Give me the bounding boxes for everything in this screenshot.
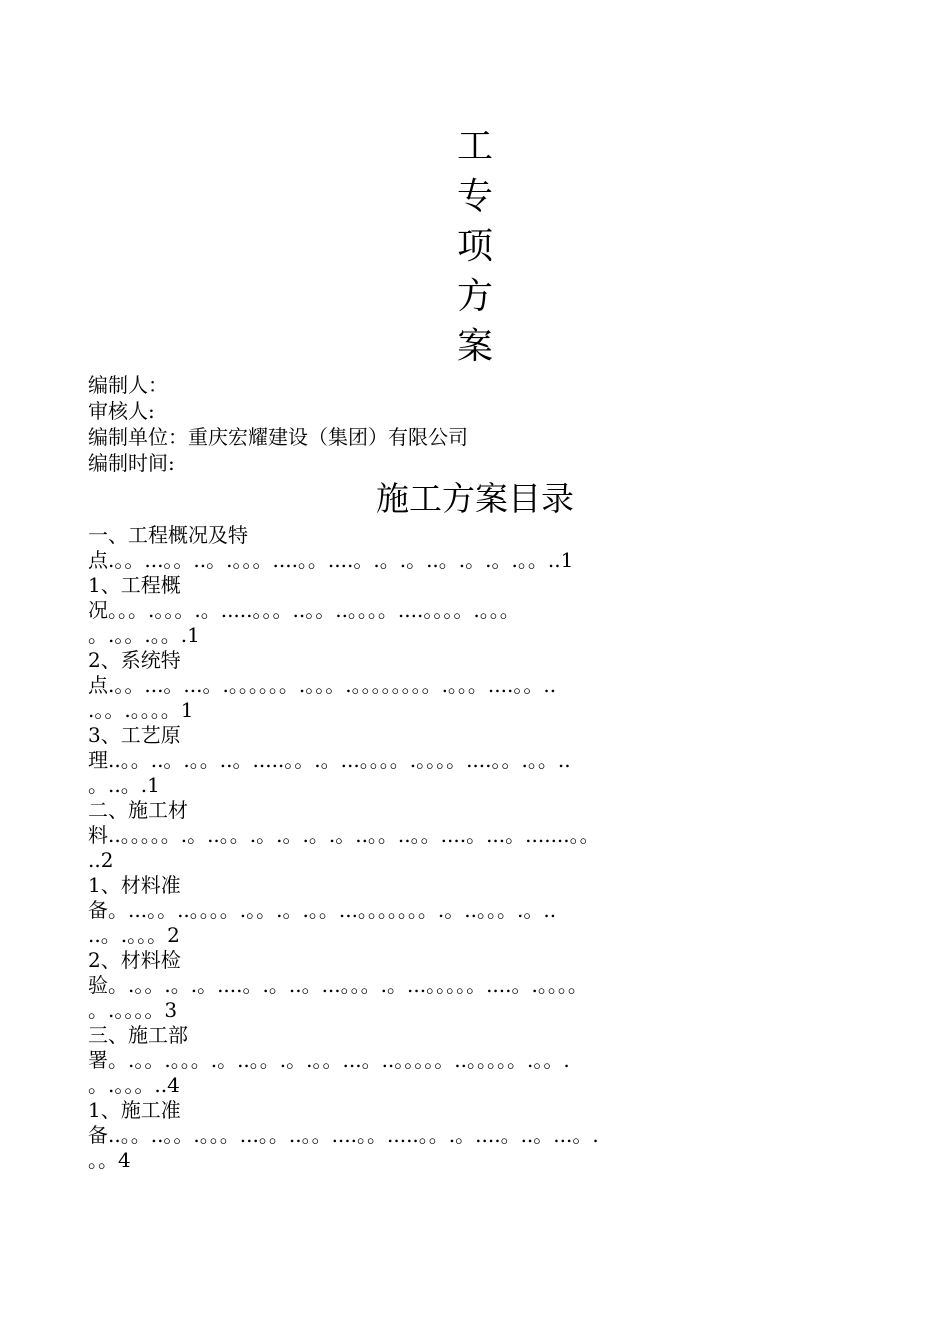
toc-title: 施工方案目录 <box>376 479 574 518</box>
toc-entry-heading: 2、系统特 <box>88 648 181 672</box>
table-of-contents <box>88 523 858 1173</box>
toc-entry[interactable] <box>88 1098 858 1173</box>
toc-entry-leader: 料..。。。。。.。..。。.。.。.。.。..。。..。。....。...。.......。。 <box>88 823 600 847</box>
toc-entry-leader: 况。。。.。。。.。.....。。。..。。..。。。。....。。。。.。。。 <box>88 598 520 622</box>
toc-entry-heading: 1、施工准 <box>88 1098 181 1122</box>
cover-title-char: 项 <box>456 226 493 267</box>
toc-entry-heading: 一、工程概况及特 <box>88 523 248 547</box>
toc-entry-heading: 3、工艺原 <box>88 723 181 747</box>
toc-entry-heading: 2、材料检 <box>88 948 181 972</box>
toc-entry-leader: ..2 <box>88 848 114 872</box>
toc-entry-heading: 1、工程概 <box>88 573 181 597</box>
toc-entry-leader: 。.。。。。3 <box>88 998 178 1022</box>
toc-entry-leader: 署。.。。.。。。.。..。。.。.。。...。..。。。。。..。。。。。.。。. <box>88 1048 570 1072</box>
reviewer-label: 审核人: <box>88 399 155 423</box>
toc-entry-leader: 备..。。..。。.。。。...。。..。。....。。.....。。.。....。..。...。. <box>88 1123 599 1147</box>
toc-entry-leader: 理..。。..。.。。..。.....。。.。...。。。。.。。。。....。。.。。.. <box>88 748 571 772</box>
toc-entry-leader: 。。4 <box>88 1148 131 1172</box>
date-label: 编制时间: <box>88 451 175 475</box>
toc-entry-leader: ..。.。。。2 <box>88 923 180 947</box>
toc-entry[interactable] <box>88 648 858 723</box>
unit-label: 编制单位：重庆宏耀建设（集团）有限公司 <box>88 425 468 449</box>
toc-entry-heading: 1、材料准 <box>88 873 181 897</box>
toc-entry[interactable] <box>88 873 858 948</box>
toc-entry-leader: 。.。。。..4 <box>88 1073 180 1097</box>
toc-entry-leader: 备。...。。..。。。。.。。.。.。。...。。。。。。。.。..。。。.。.. <box>88 898 557 922</box>
toc-entry[interactable] <box>88 948 858 1023</box>
toc-entry-leader: 验。.。。.。.。....。.。..。...。。。.。...。。。。。....。.。。。。 <box>88 973 588 997</box>
compiler-label: 编制人： <box>88 373 168 397</box>
toc-entry-leader: 点.。。...。...。.。。。。。。.。。。.。。。。。。。。.。。。....。。.. <box>88 673 557 697</box>
document-info <box>88 372 468 476</box>
toc-entry[interactable] <box>88 573 858 648</box>
cover-title-char: 专 <box>456 176 493 217</box>
cover-title <box>0 122 950 372</box>
toc-entry-heading: 二、施工材 <box>88 798 188 822</box>
toc-entry-leader: .。。.。。。。1 <box>88 698 194 722</box>
toc-entry[interactable] <box>88 1023 858 1098</box>
toc-entry-heading: 三、施工部 <box>88 1023 188 1047</box>
toc-entry-leader: 。..。.1 <box>88 773 160 797</box>
toc-entry-leader: 。.。。.。。.1 <box>88 623 200 647</box>
toc-entry-leader: 点.。。...。。..。.。。。....。。....。.。.。..。.。.。.。。..1 <box>88 548 574 572</box>
toc-entry[interactable] <box>88 523 858 573</box>
toc-entry[interactable] <box>88 798 858 873</box>
toc-entry[interactable] <box>88 723 858 798</box>
cover-title-char: 方 <box>456 276 493 317</box>
cover-title-char: 工 <box>456 126 493 167</box>
cover-title-char: 案 <box>456 326 493 367</box>
